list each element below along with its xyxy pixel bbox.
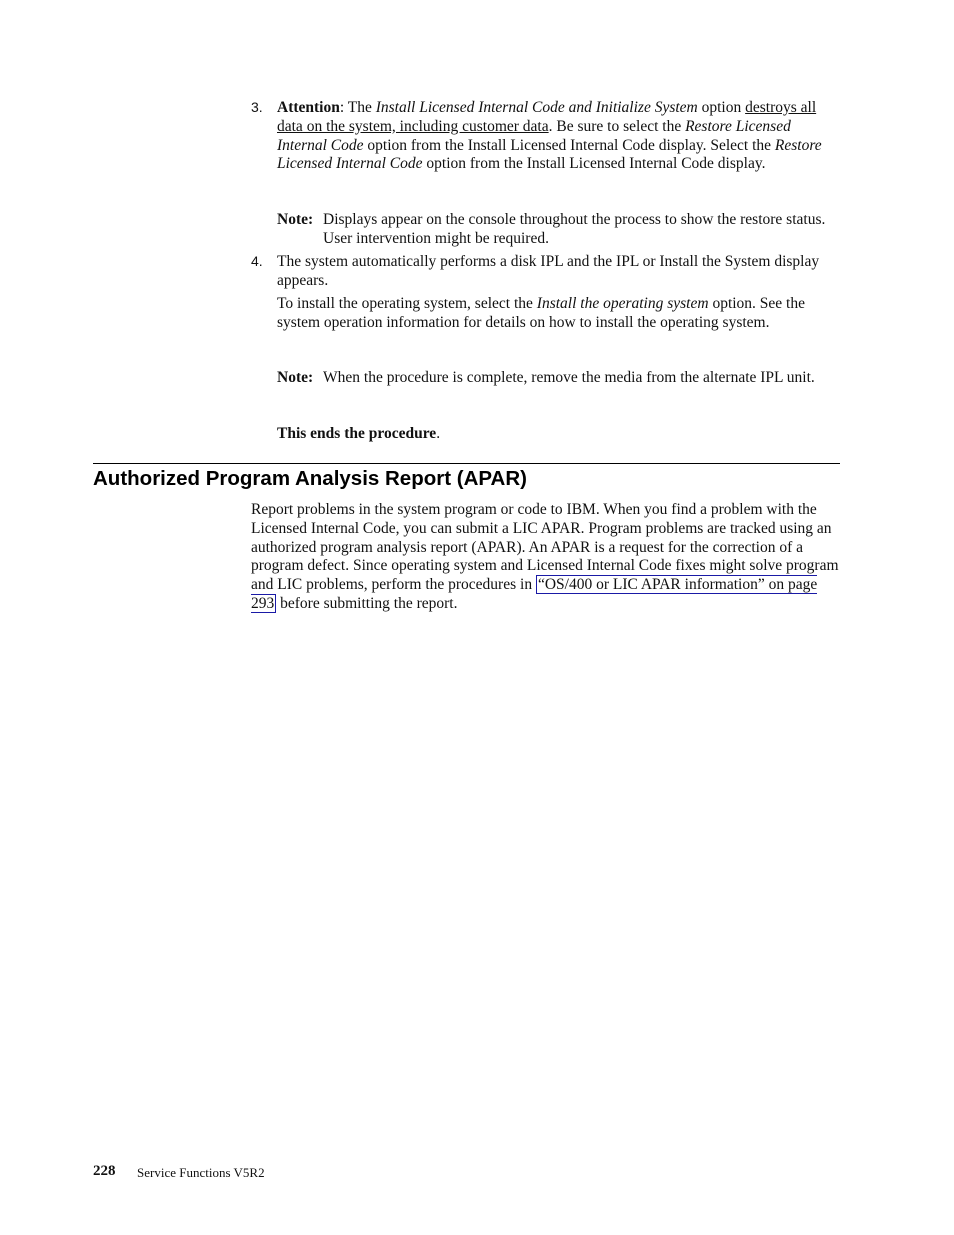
restore-lic-option-2: Restore Licensed Internal Code — [277, 136, 822, 173]
note-label: Note: — [277, 211, 314, 228]
procedure-end: This ends the procedure. — [277, 425, 441, 442]
procedure-end-label: This ends the procedure — [277, 425, 437, 442]
section-divider — [93, 463, 840, 464]
step-4-number: 4. — [251, 253, 263, 269]
section-paragraph: Report problems in the system program or code to IBM. When you find a problem with the Licensed Internal Code, you can submit a LIC APAR. Program problems are tracked using an authorized program analysis report (APAR). An APAR is a request for the correction of a program defect. Since operating system and Licensed Internal Code fixes might solve program and LIC problems, perform the procedures in “OS/400 or LIC APAR information” on page 293 before submitting the report. — [251, 501, 839, 612]
note-label: Note: — [277, 369, 314, 386]
restore-lic-option: Restore Licensed Internal Code — [277, 117, 791, 154]
step-4-text: The system automatically performs a disk IPL and the IPL or Install the System display appears. — [277, 253, 820, 289]
apar-info-link[interactable]: “OS/400 or LIC APAR information” on page 293 — [251, 576, 818, 612]
step-4-note — [277, 369, 839, 388]
book-title: Service Functions V5R2 — [137, 1165, 265, 1180]
note-text: When the procedure is complete, remove the media from the alternate IPL unit. — [323, 369, 815, 386]
step-3-text: Attention: The Install Licensed Internal Code and Initialize System option destroys all data on the system, including customer data. Be sure to select the Restore Licensed Internal Code option from the Install Licensed Internal Code display. Select the Restore Licensed Internal Code option from the Install Licensed Internal Code display. — [277, 99, 822, 173]
step-3-note — [277, 211, 839, 247]
step-4-install-text: To install the operating system, select the Install the operating system option. See the system operation information for details on how to install the operating system. — [277, 295, 805, 331]
note-text: Displays appear on the console throughout the process to show the restore status. User intervention might be required. — [323, 211, 826, 247]
destroys-warning: destroys all data on the system, including customer data — [277, 99, 817, 135]
install-os-option: Install the operating system — [536, 295, 709, 312]
attention-label: Attention — [277, 99, 340, 116]
step-3-number: 3. — [251, 99, 263, 115]
install-lic-option: Install Licensed Internal Code and Initialize System — [375, 99, 698, 116]
page-number: 228 — [93, 1163, 116, 1179]
section-heading: Authorized Program Analysis Report (APAR) — [93, 467, 527, 490]
